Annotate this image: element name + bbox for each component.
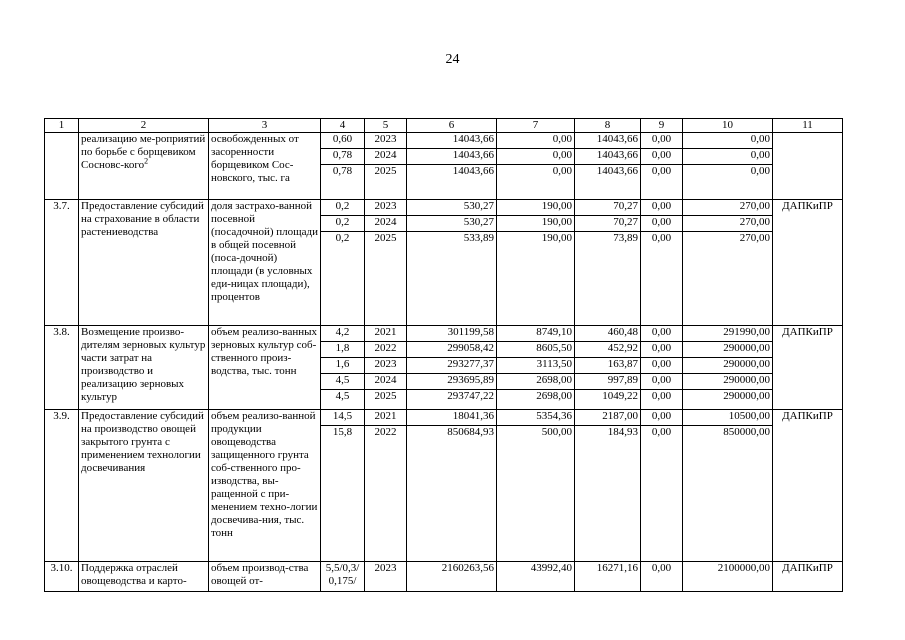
col-header: 1 xyxy=(45,119,79,133)
value-line: 293747,22 xyxy=(447,390,494,402)
page-number: 24 xyxy=(445,52,460,67)
value-line: 299058,42 xyxy=(407,342,496,358)
value-cell xyxy=(365,326,407,410)
value-line: 0,78 xyxy=(321,149,364,165)
value-cell xyxy=(407,326,497,410)
value-line: 70,27 xyxy=(575,216,640,232)
value-line: 0,00 xyxy=(651,390,672,402)
value-cell xyxy=(407,562,497,592)
col-header: 11 xyxy=(773,119,843,133)
value-line: 0,00 xyxy=(552,165,572,177)
value-line: 293277,37 xyxy=(407,358,496,374)
value-cell xyxy=(683,326,773,410)
value-line: 500,00 xyxy=(541,426,572,438)
executor: ДАПКиПР xyxy=(773,200,843,326)
value-line: 0,00 xyxy=(497,149,574,165)
value-line: 2025 xyxy=(374,232,397,244)
indicator-name: объем производ-ства овощей от- xyxy=(209,562,321,592)
value-line: 2024 xyxy=(365,374,406,390)
value-line: 2024 xyxy=(365,216,406,232)
measure-name xyxy=(79,410,209,562)
value-line: 2021 xyxy=(365,326,406,342)
value-cell xyxy=(575,133,641,200)
value-line: 190,00 xyxy=(541,232,572,244)
value-cell xyxy=(641,133,683,200)
value-cell xyxy=(641,562,683,592)
value-line: 290000,00 xyxy=(723,390,770,402)
footnote-marker: 2 xyxy=(144,156,149,166)
value-cell xyxy=(497,410,575,562)
value-line: 2023 xyxy=(365,358,406,374)
value-cell xyxy=(497,200,575,326)
value-line: 0,2 xyxy=(321,200,364,216)
header-row xyxy=(45,119,843,133)
col-header: 2 xyxy=(79,119,209,133)
measure-name-text: Предоставление субсидий на производство овощей закрытого грунта с применением технологии досвечивания xyxy=(81,410,204,474)
value-line: 4,5 xyxy=(321,374,364,390)
measure-name-text: Предоставление субсидий на страхование в области растениеводства xyxy=(81,200,204,238)
indicator-name: объем реализо-ванной продукции овощеводства защищенного грунта соб-ственного про-изводства, вы-ращенной с при-менением техно-логии досвечива-ния, тыс. тонн xyxy=(209,410,321,562)
measure-name xyxy=(79,200,209,326)
value-line: 290000,00 xyxy=(683,358,772,374)
value-line: 5,5/0,3/ 0,175/ xyxy=(325,562,360,587)
value-line: 291990,00 xyxy=(683,326,772,342)
col-header: 8 xyxy=(575,119,641,133)
value-cell xyxy=(683,410,773,562)
value-line: 290000,00 xyxy=(683,342,772,358)
value-cell xyxy=(683,562,773,592)
col-header: 6 xyxy=(407,119,497,133)
value-line: 0,00 xyxy=(641,410,682,426)
value-cell xyxy=(497,562,575,592)
value-line: 2100000,00 xyxy=(717,562,770,574)
value-cell xyxy=(641,200,683,326)
value-cell xyxy=(365,133,407,200)
value-line: 293695,89 xyxy=(407,374,496,390)
row-number: 3.7. xyxy=(45,200,79,326)
value-line: 0,2 xyxy=(321,216,364,232)
value-line: 70,27 xyxy=(575,200,640,216)
value-line: 1049,22 xyxy=(602,390,638,402)
value-line: 530,27 xyxy=(407,200,496,216)
value-cell xyxy=(683,133,773,200)
value-line: 8749,10 xyxy=(497,326,574,342)
value-line: 270,00 xyxy=(683,216,772,232)
indicator-name: объем реализо-ванных зерновых культур соб-ственного произ-водства, тыс. тонн xyxy=(209,326,321,410)
table-row xyxy=(45,133,843,200)
value-line: 14043,66 xyxy=(452,165,494,177)
value-cell xyxy=(321,326,365,410)
col-header: 3 xyxy=(209,119,321,133)
value-cell xyxy=(575,326,641,410)
value-cell xyxy=(407,133,497,200)
value-line: 2025 xyxy=(374,390,397,402)
indicator-name: освобожденных от засоренности борщевиком Сос-новского, тыс. га xyxy=(209,133,321,200)
row-number: 3.8. xyxy=(45,326,79,410)
value-line: 0,00 xyxy=(641,358,682,374)
col-header: 9 xyxy=(641,119,683,133)
value-cell xyxy=(365,410,407,562)
value-line: 0,00 xyxy=(641,149,682,165)
value-line: 0,00 xyxy=(641,200,682,216)
program-table xyxy=(44,118,843,592)
value-line: 14043,66 xyxy=(575,133,640,149)
value-cell xyxy=(497,133,575,200)
value-line: 2698,00 xyxy=(497,374,574,390)
value-cell xyxy=(683,200,773,326)
table-row xyxy=(45,200,843,326)
value-cell xyxy=(641,410,683,562)
value-line: 0,78 xyxy=(332,165,353,177)
value-line: 1,6 xyxy=(321,358,364,374)
value-line: 2023 xyxy=(365,200,406,216)
value-line: 14,5 xyxy=(321,410,364,426)
value-line: 3113,50 xyxy=(497,358,574,374)
value-cell xyxy=(407,410,497,562)
value-line: 530,27 xyxy=(407,216,496,232)
value-line: 14043,66 xyxy=(575,149,640,165)
col-header: 4 xyxy=(321,119,365,133)
value-cell xyxy=(365,562,407,592)
measure-name-text: Возмещение произво-дителям зерновых культур части затрат на производство и реализацию зерновых культур xyxy=(81,326,206,403)
value-line: 850684,93 xyxy=(447,426,494,438)
value-line: 290000,00 xyxy=(683,374,772,390)
value-line: 0,00 xyxy=(683,133,772,149)
value-line: 0,00 xyxy=(641,216,682,232)
value-cell xyxy=(321,562,365,592)
table-row xyxy=(45,410,843,562)
value-line: 2024 xyxy=(365,149,406,165)
value-cell xyxy=(575,410,641,562)
value-line: 1,8 xyxy=(321,342,364,358)
value-line: 997,89 xyxy=(575,374,640,390)
value-line: 0,00 xyxy=(651,426,672,438)
value-line: 14043,66 xyxy=(596,165,638,177)
value-line: 0,00 xyxy=(651,165,672,177)
col-header: 10 xyxy=(683,119,773,133)
measure-name xyxy=(79,326,209,410)
value-line: 2698,00 xyxy=(536,390,572,402)
value-line: 15,8 xyxy=(332,426,353,438)
value-line: 0,00 xyxy=(683,149,772,165)
value-line: 0,00 xyxy=(651,562,672,574)
value-line: 14043,66 xyxy=(407,133,496,149)
value-line: 0,00 xyxy=(497,133,574,149)
value-cell xyxy=(321,133,365,200)
row-number: 3.10. xyxy=(45,562,79,592)
value-line: 460,48 xyxy=(575,326,640,342)
value-line: 2023 xyxy=(365,133,406,149)
table-row xyxy=(45,326,843,410)
value-line: 4,5 xyxy=(335,390,350,402)
value-line: 850000,00 xyxy=(723,426,770,438)
value-line: 270,00 xyxy=(683,200,772,216)
value-line: 0,00 xyxy=(641,133,682,149)
measure-name xyxy=(79,133,209,200)
value-line: 18041,36 xyxy=(407,410,496,426)
value-line: 0,00 xyxy=(651,232,672,244)
executor xyxy=(773,133,843,200)
value-line: 190,00 xyxy=(497,200,574,216)
measure-name-text: реализацию ме-роприятий по борьбе с борщевиком Сосновс-кого xyxy=(81,133,206,171)
value-line: 16271,16 xyxy=(596,562,638,574)
row-number xyxy=(45,133,79,200)
value-line: 2022 xyxy=(374,426,397,438)
col-header: 5 xyxy=(365,119,407,133)
measure-name xyxy=(79,562,209,592)
value-cell xyxy=(575,562,641,592)
measure-name-text: Поддержка отраслей овощеводства и карто- xyxy=(81,562,187,587)
value-cell xyxy=(497,326,575,410)
value-line: 0,2 xyxy=(335,232,350,244)
value-cell xyxy=(365,200,407,326)
value-line: 2160263,56 xyxy=(441,562,494,574)
value-line: 2023 xyxy=(374,562,397,574)
value-line: 533,89 xyxy=(463,232,494,244)
value-line: 0,00 xyxy=(750,165,770,177)
value-line: 0,00 xyxy=(641,374,682,390)
col-header: 7 xyxy=(497,119,575,133)
value-line: 270,00 xyxy=(739,232,770,244)
value-line: 452,92 xyxy=(575,342,640,358)
indicator-name: доля застрахо-ванной посевной (посадочной) площади в общей посевной (поса-дочной) площади (в условных еди-ницах площади), процентов xyxy=(209,200,321,326)
value-line: 190,00 xyxy=(497,216,574,232)
value-line: 10500,00 xyxy=(683,410,772,426)
value-cell xyxy=(321,410,365,562)
value-cell xyxy=(641,326,683,410)
value-cell xyxy=(407,200,497,326)
value-cell xyxy=(321,200,365,326)
value-line: 2022 xyxy=(365,342,406,358)
value-line: 2025 xyxy=(374,165,397,177)
value-cell xyxy=(575,200,641,326)
value-line: 301199,58 xyxy=(407,326,496,342)
row-number: 3.9. xyxy=(45,410,79,562)
executor: ДАПКиПР xyxy=(773,410,843,562)
value-line: 73,89 xyxy=(613,232,638,244)
value-line: 2021 xyxy=(365,410,406,426)
table-row xyxy=(45,562,843,592)
value-line: 163,87 xyxy=(575,358,640,374)
value-line: 2187,00 xyxy=(575,410,640,426)
value-line: 5354,36 xyxy=(497,410,574,426)
value-line: 8605,50 xyxy=(497,342,574,358)
value-line: 14043,66 xyxy=(407,149,496,165)
executor: ДАПКиПР xyxy=(773,326,843,410)
value-line: 0,60 xyxy=(321,133,364,149)
value-line: 43992,40 xyxy=(530,562,572,574)
value-line: 4,2 xyxy=(321,326,364,342)
value-line: 0,00 xyxy=(641,342,682,358)
value-line: 0,00 xyxy=(641,326,682,342)
executor: ДАПКиПР xyxy=(773,562,843,592)
value-line: 184,93 xyxy=(607,426,638,438)
